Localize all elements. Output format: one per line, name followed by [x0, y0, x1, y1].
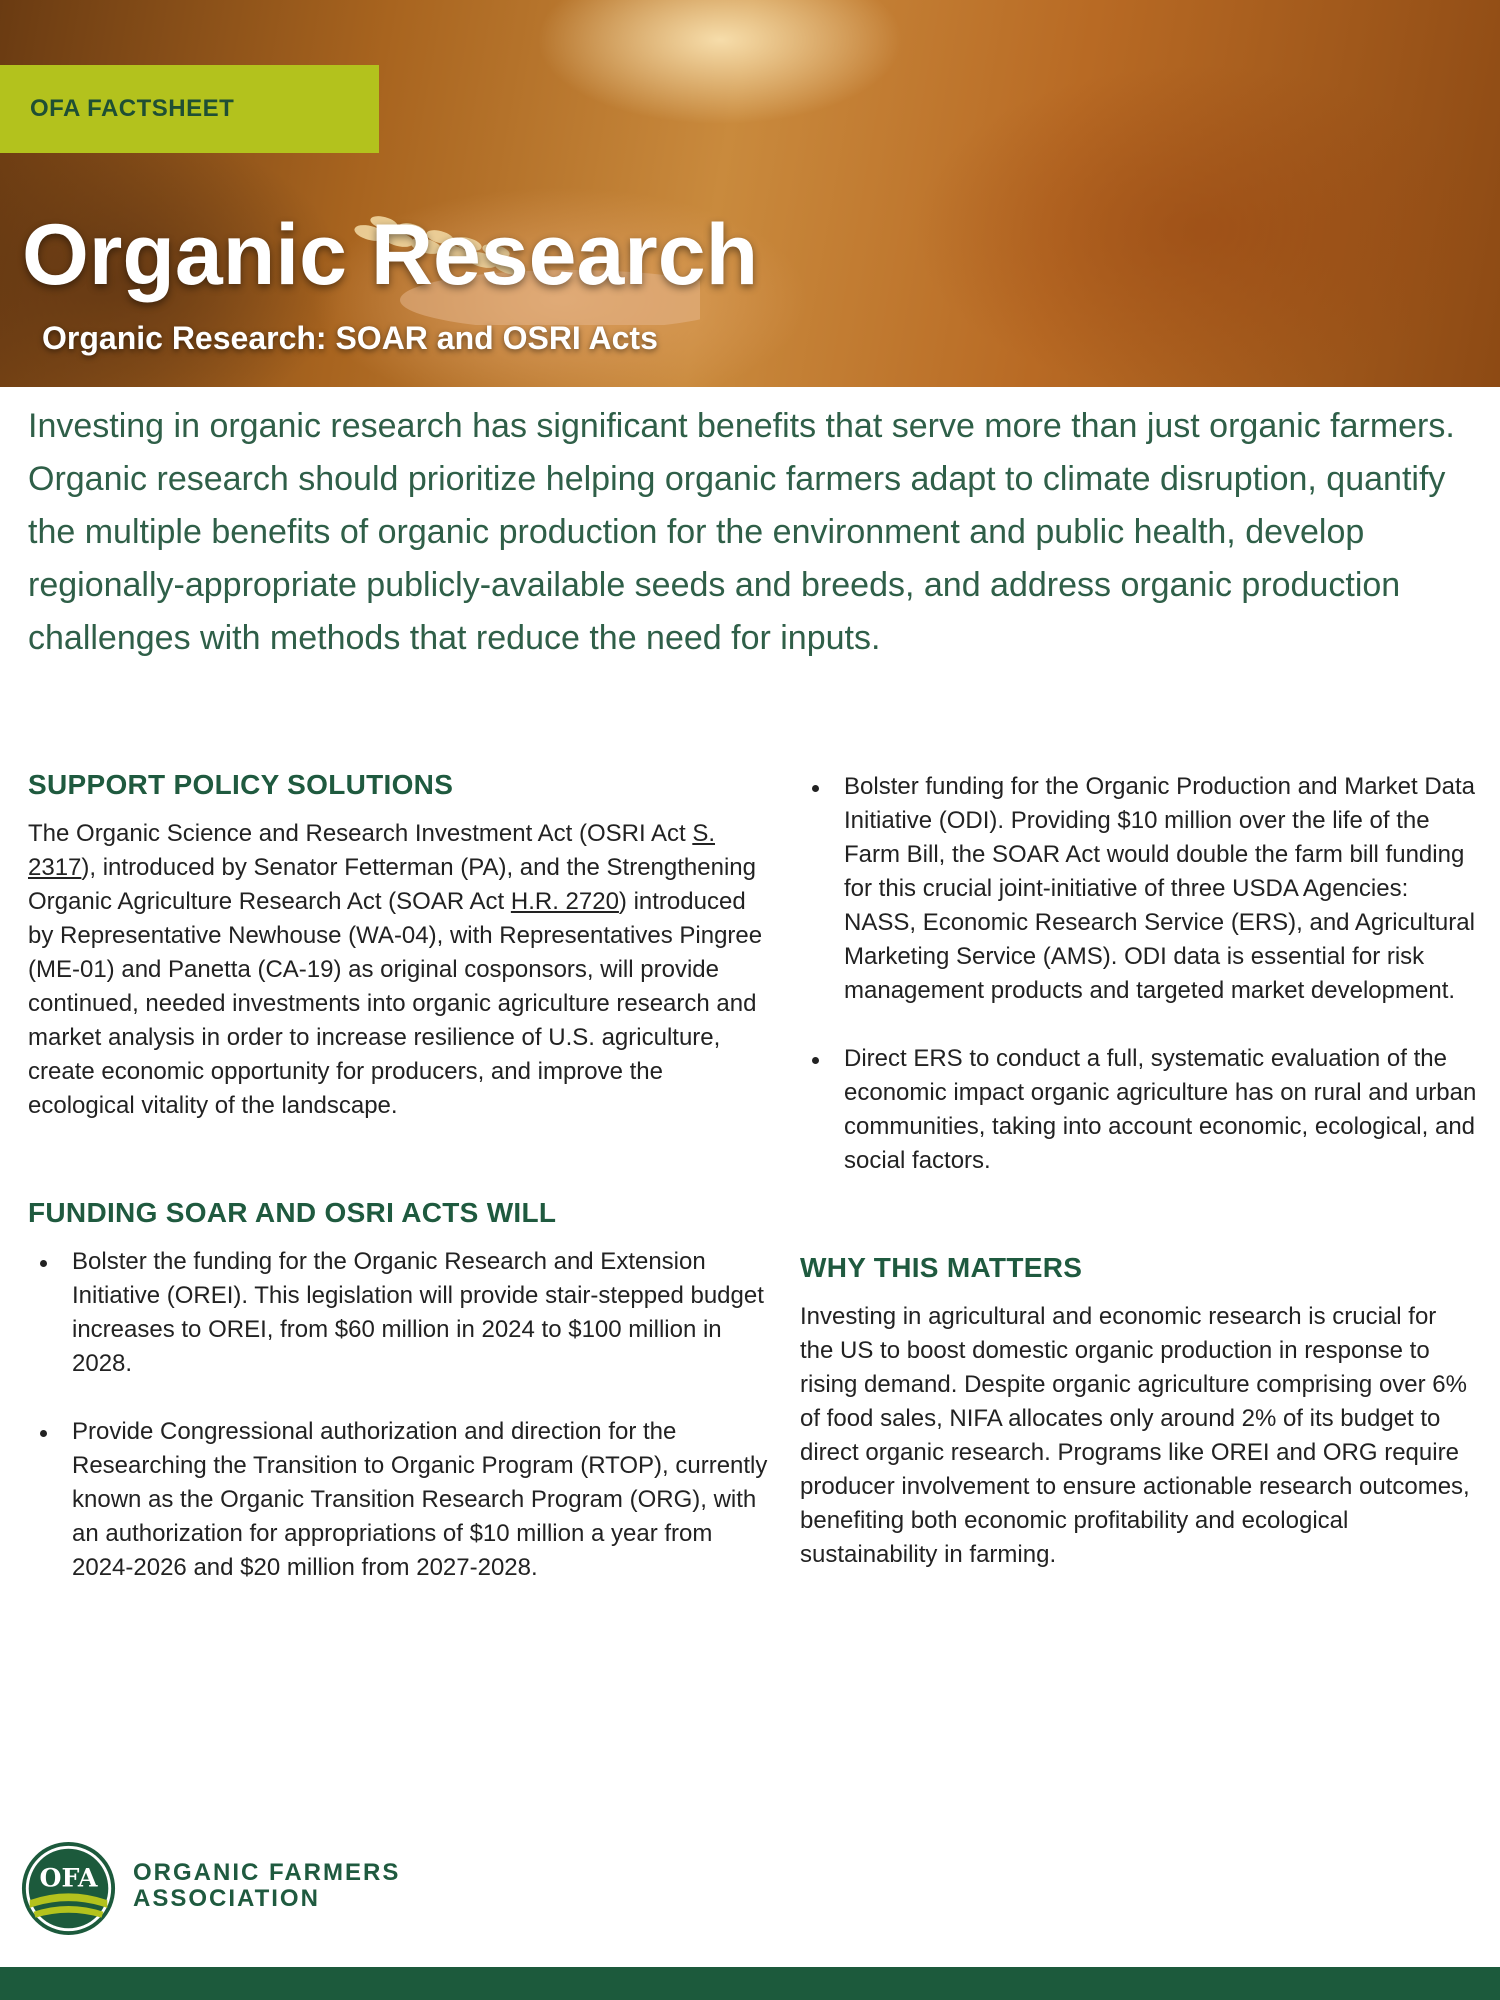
- right-funding-list: [800, 770, 1480, 1178]
- funding-list: [28, 1245, 768, 1585]
- bullet-icon: [40, 1260, 47, 1267]
- page-title: Organic Research: [22, 207, 759, 303]
- why-paragraph: Investing in agricultural and economic research is crucial for the US to boost domestic organic production in response to rising demand. Despite organic agriculture comprising over 6% of food sales, NIFA allocates only around 2% of its budget to direct organic research. Programs like OREI and ORG require producer involvement to ensure actionable research outcomes, benefiting both economic profitability and ecological sustainability in farming.: [800, 1303, 1470, 1568]
- why-heading: WHY THIS MATTERS: [800, 1252, 1083, 1283]
- factsheet-tag-label: OFA FACTSHEET: [30, 95, 235, 122]
- organization-name: [133, 1860, 400, 1912]
- support-text-2: ), introduced by Senator Fetterman (PA), and the Strengthening Organic Agriculture Research Act (SOAR Act: [28, 854, 756, 915]
- funding-bullet-text: Bolster the funding for the Organic Research and Extension Initiative (OREI). This legislation will provide stair-stepped budget increases to OREI, from $60 million in 2024 to $100 million in 2028.: [72, 1248, 764, 1377]
- bullet-icon: [812, 785, 819, 792]
- list-item: [28, 1245, 768, 1381]
- factsheet-tag: [0, 65, 379, 153]
- funding-heading: FUNDING SOAR AND OSRI ACTS WILL: [28, 1197, 557, 1228]
- org-name-line-2: ASSOCIATION: [133, 1885, 320, 1912]
- right-bullet-text: Direct ERS to conduct a full, systematic evaluation of the economic impact organic agriculture has on rural and urban communities, taking into account economic, ecological, and social factors.: [844, 1045, 1477, 1174]
- footer-bar: [0, 1967, 1500, 2000]
- intro-paragraph: Investing in organic research has significant benefits that serve more than just organic farmers. Organic research should prioritize helping organic farmers adapt to climate disruption, quantify the multiple benefits of organic production for the environment and public health, develop regionally-appropriate publicly-available seeds and breeds, and address organic production challenges with methods that reduce the need for inputs.: [28, 407, 1455, 657]
- list-item: [28, 1415, 768, 1585]
- support-heading: SUPPORT POLICY SOLUTIONS: [28, 769, 454, 800]
- support-paragraph: [28, 817, 768, 1123]
- hero-banner: [0, 0, 1500, 387]
- bullet-icon: [40, 1430, 47, 1437]
- bill-link-s2317[interactable]: S. 2317: [28, 820, 715, 881]
- right-column: [800, 765, 1480, 1572]
- right-bullet-text: Bolster funding for the Organic Production and Market Data Initiative (ODI). Providing $10 million over the life of the Farm Bill, the SOAR Act would double the farm bill funding for this crucial joint-initiative of three USDA Agencies: NASS, Economic Research Service (ERS), and Agricultural Marketing Service (AMS). ODI data is essential for risk management products and targeted market development.: [844, 773, 1476, 1004]
- logo-text: OFA: [39, 1862, 98, 1893]
- list-item: [800, 1042, 1480, 1178]
- org-name-line-1: ORGANIC FARMERS: [133, 1859, 401, 1886]
- list-item: [800, 770, 1480, 1008]
- funding-bullet-text: Provide Congressional authorization and direction for the Researching the Transition to Organic Program (RTOP), currently known as the Organic Transition Research Program (ORG), with an authorization for appropriations of $10 million a year from 2024-2026 and $20 million from 2027-2028.: [72, 1418, 768, 1581]
- left-column: [28, 765, 768, 1585]
- page-subtitle: Organic Research: SOAR and OSRI Acts: [42, 320, 658, 356]
- bill-link-hr2720[interactable]: H.R. 2720: [510, 888, 619, 915]
- support-text-3: ) introduced by Representative Newhouse (WA-04), with Representatives Pingree (ME-01) and Panetta (CA-19) as original cosponsors, will provide continued, needed investments into organic agriculture research and market analysis in order to increase resilience of U.S. agriculture, create economic opportunity for producers, and improve the ecological vitality of the landscape.: [28, 888, 763, 1119]
- support-text-1: The Organic Science and Research Investment Act (OSRI Act: [28, 820, 693, 847]
- ofa-logo-icon: [20, 1840, 117, 1937]
- bullet-icon: [812, 1057, 819, 1064]
